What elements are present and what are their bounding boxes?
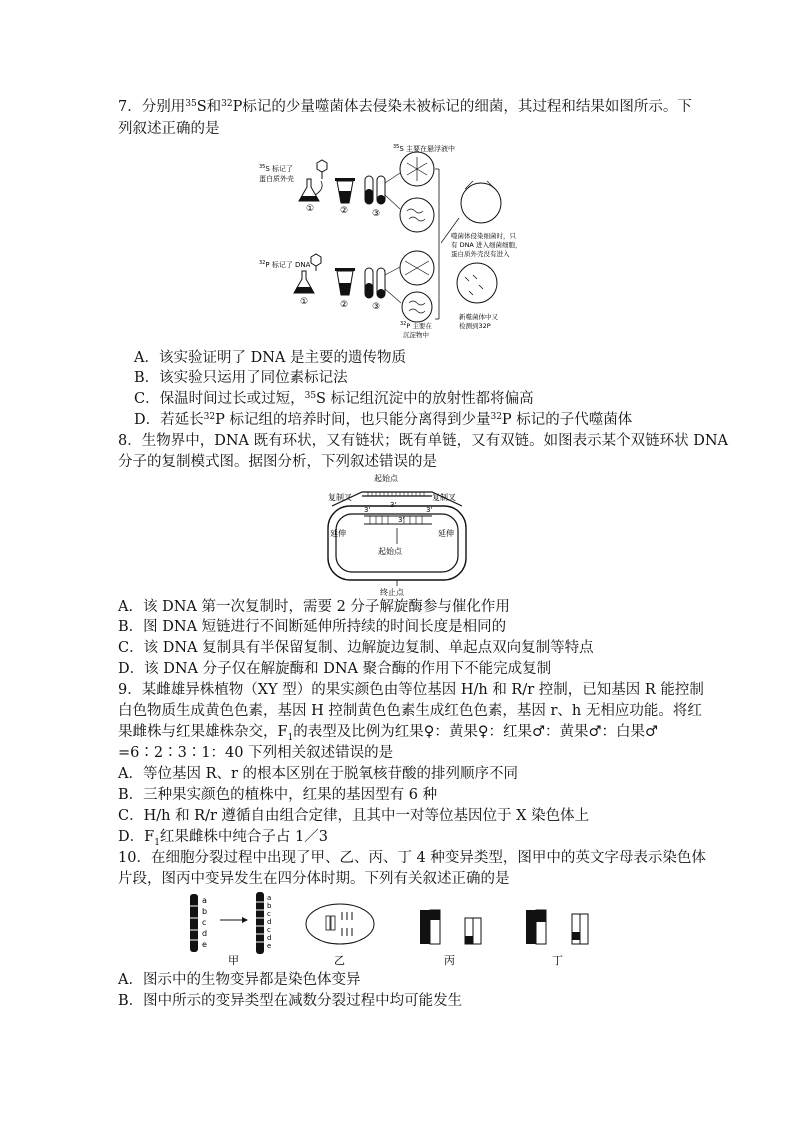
arrow-icon bbox=[242, 917, 248, 923]
svg-text:复制叉: 复制叉 bbox=[328, 493, 352, 502]
q10-line1: 10．在细胞分裂过程中出现了甲、乙、丙、丁 4 种变异类型，图甲中的英文字母表示染色体 bbox=[118, 850, 706, 866]
bacteria-circle bbox=[400, 198, 434, 232]
svg-text:乙: 乙 bbox=[334, 954, 345, 967]
svg-text:③: ③ bbox=[372, 209, 381, 219]
svg-text:延伸: 延伸 bbox=[330, 529, 346, 538]
cell-yi bbox=[306, 904, 374, 944]
svg-text:3': 3' bbox=[398, 516, 405, 524]
centrifuge-tube-icon bbox=[335, 178, 355, 203]
q7-option-d: D．若延长$^{32}$P 标记组的培养时间，也只能分离得到少量$^{32}$P 标记的子代噬菌体 bbox=[134, 412, 633, 428]
svg-text:a: a bbox=[202, 896, 207, 905]
svg-text:3': 3' bbox=[390, 501, 397, 509]
test-tubes-icon bbox=[365, 268, 385, 298]
q9-line4: =6∶2∶3∶1：40 下列相关叙述错误的是 bbox=[118, 745, 394, 761]
svg-text:丁: 丁 bbox=[552, 954, 563, 967]
flask-icon bbox=[294, 271, 314, 293]
svg-text:③: ③ bbox=[372, 302, 381, 312]
bacteria-circle bbox=[457, 263, 497, 303]
svg-text:d: d bbox=[267, 934, 272, 942]
svg-text:②: ② bbox=[340, 206, 349, 216]
q9-option-d: D．$F_1$红果雌株中纯合子占 1／3 bbox=[118, 829, 328, 848]
q9-line2: 白色物质生成黄色色素，基因 H 控制黄色色素生成红色色素，基因 r、h 无相应功能。将红 bbox=[118, 703, 702, 719]
bacteria-circle bbox=[402, 292, 432, 322]
q7-note-s: $^{35}$S 主要在悬浮液中 bbox=[393, 144, 456, 153]
svg-text:b: b bbox=[202, 907, 208, 916]
svg-text:起始点: 起始点 bbox=[378, 547, 402, 556]
q7-label-p: $^{32}$P 标记了 DNA bbox=[259, 260, 311, 269]
q9-line3: 果雌株与红果雄株杂交，$F_1$的表型及比例为红果♀：黄果♀：红果♂：黄果♂：白果♂ bbox=[118, 724, 658, 743]
svg-text:e: e bbox=[202, 940, 207, 949]
q9-option-b: B．三种果实颜色的植株中，红果的基因型有 6 种 bbox=[118, 787, 438, 803]
svg-text:b: b bbox=[267, 902, 272, 910]
svg-text:c: c bbox=[267, 926, 271, 934]
q10-option-a: A．图示中的生物变异都是染色体变异 bbox=[118, 972, 361, 988]
test-tubes-icon bbox=[365, 176, 385, 204]
q8-figure bbox=[322, 472, 472, 598]
svg-text:①: ① bbox=[300, 297, 309, 307]
svg-text:甲: 甲 bbox=[228, 954, 239, 967]
q8-option-d: D．该 DNA 分子仅在解旋酶和 DNA 聚合酶的作用下不能完成复制 bbox=[118, 661, 552, 677]
svg-text:3': 3' bbox=[426, 506, 433, 514]
q10-figure bbox=[180, 888, 610, 968]
phage-icon bbox=[317, 160, 327, 179]
flask-icon bbox=[299, 179, 319, 201]
phage-icon bbox=[311, 254, 321, 271]
svg-text:延伸: 延伸 bbox=[438, 529, 454, 538]
svg-text:①: ① bbox=[306, 204, 315, 214]
q8-stem-line1: 8．生物界中，DNA 既有环状，又有链状；既有单链，又有双链。如图表示某个双链环状 DNA bbox=[118, 433, 729, 449]
q8-option-b: B．图 DNA 短链进行不间断延伸所持续的时间长度是相同的 bbox=[118, 619, 507, 635]
svg-text:d: d bbox=[267, 918, 272, 926]
svg-text:丙: 丙 bbox=[444, 954, 455, 967]
svg-text:新噬菌体中又: 新噬菌体中又 bbox=[459, 313, 498, 321]
svg-text:沉淀物中: 沉淀物中 bbox=[403, 331, 429, 339]
q7-label-s: $^{35}$S 标记了 bbox=[259, 164, 294, 173]
q7-stem-line2: 列叙述正确的是 bbox=[118, 121, 220, 137]
q7-figure bbox=[255, 143, 555, 343]
q7-stem-line1: 7．分别用$^{35}$S和$^{32}$P标记的少量噬菌体去侵染未被标记的细菌，其过程和结果如图所示。下 bbox=[118, 99, 692, 115]
q8-option-c: C．该 DNA 复制具有半保留复制、边解旋边复制、单起点双向复制等特点 bbox=[118, 640, 594, 656]
chromosome-jia-after bbox=[256, 892, 264, 954]
svg-text:终止点: 终止点 bbox=[380, 588, 404, 597]
q9-option-c: C．H/h 和 R/r 遵循自由组合定律，且其中一对等位基因位于 X 染色体上 bbox=[118, 808, 590, 824]
svg-text:噬菌体侵染细菌时，只: 噬菌体侵染细菌时，只 bbox=[451, 232, 516, 240]
chromosome-jia bbox=[190, 894, 198, 952]
q8-stem-line2: 分子的复制模式图。据图分析，下列叙述错误的是 bbox=[118, 454, 437, 470]
svg-text:②: ② bbox=[340, 300, 349, 310]
svg-text:复制叉: 复制叉 bbox=[432, 493, 456, 502]
svg-text:c: c bbox=[267, 910, 271, 918]
q10-option-b: B．图中所示的变异类型在减数分裂过程中均可能发生 bbox=[118, 993, 463, 1009]
chromosomes-bing bbox=[420, 910, 481, 944]
q10-line2: 片段，图丙中变异发生在四分体时期。下列有关叙述正确的是 bbox=[118, 871, 510, 887]
svg-text:e: e bbox=[267, 942, 272, 950]
svg-text:3': 3' bbox=[364, 506, 371, 514]
q7-note-new-2: 检测到32P bbox=[459, 322, 491, 330]
q7-option-b: B．该实验只运用了同位素标记法 bbox=[134, 370, 348, 386]
svg-text:d: d bbox=[202, 929, 208, 938]
centrifuge-tube-icon bbox=[335, 268, 355, 295]
q9-line1: 9．某雌雄异株植物（XY 型）的果实颜色由等位基因 H/h 和 R/r 控制，已知基因 R 能控制 bbox=[118, 682, 704, 698]
chromosomes-ding bbox=[526, 910, 588, 944]
svg-text:有 DNA 进入细菌细胞，: 有 DNA 进入细菌细胞， bbox=[451, 241, 522, 249]
q7-label-s-2: 蛋白质外壳 bbox=[259, 175, 294, 183]
svg-text:蛋白质外壳没有进入: 蛋白质外壳没有进入 bbox=[451, 250, 510, 258]
q9-option-a: A．等位基因 R、r 的根本区别在于脱氧核苷酸的排列顺序不同 bbox=[118, 766, 519, 782]
svg-text:a: a bbox=[267, 894, 272, 902]
svg-text:c: c bbox=[202, 918, 207, 927]
q8-option-a: A．该 DNA 第一次复制时，需要 2 分子解旋酶参与催化作用 bbox=[118, 599, 510, 615]
svg-text:起始点: 起始点 bbox=[374, 474, 398, 483]
q7-option-c: C．保温时间过长或过短，$^{35}$S 标记组沉淀中的放射性都将偏高 bbox=[134, 391, 534, 407]
q7-note-p: $^{32}$P 主要在 bbox=[400, 321, 432, 330]
q7-option-a: A．该实验证明了 DNA 是主要的遗传物质 bbox=[134, 350, 406, 366]
